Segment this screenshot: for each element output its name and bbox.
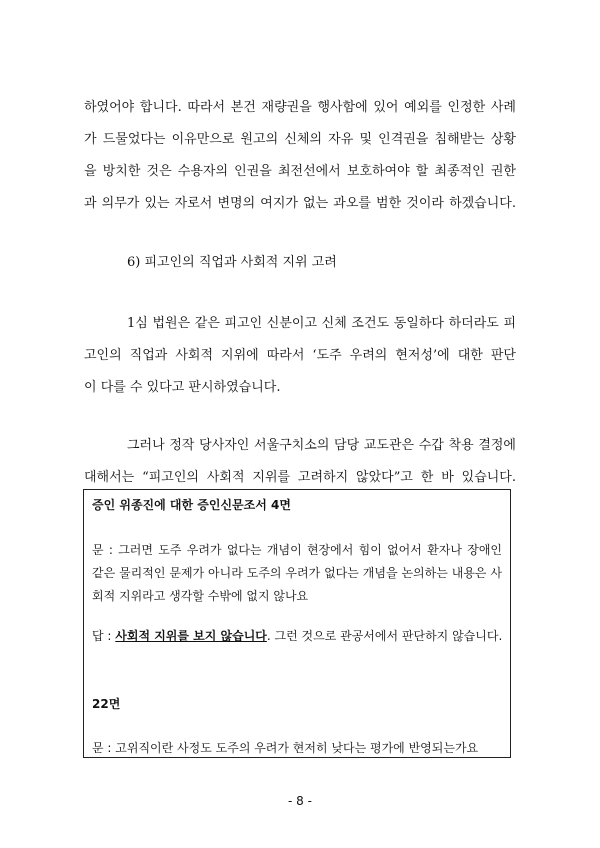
paragraph-1-line-3: 을 방치한 것은 수용자의 인권을 최전선에서 보호하여야 할 최종적인 권한 bbox=[84, 164, 516, 179]
paragraph-2-line-3: 이 다를 수 있다고 판시하였습니다. bbox=[84, 380, 281, 395]
page-number: - 8 - bbox=[288, 794, 312, 808]
answer-1 bbox=[92, 627, 502, 644]
section-heading: 6) 피고인의 직업과 사회적 지위 고려 bbox=[127, 255, 337, 270]
page-reference: 22면 bbox=[92, 697, 121, 711]
question-1-line-3: 회적 지위라고 생각할 수밖에 없지 않나요 bbox=[92, 589, 309, 603]
question-1-line-1: 문 : 그러면 도주 우려가 없다는 개념이 현장에서 힘이 없어서 환자나 장애인 bbox=[92, 543, 502, 557]
testimony-box bbox=[83, 489, 511, 758]
paragraph-1-line-4: 과 의무가 있는 자로서 변명의 여지가 없는 과오를 범한 것이라 하겠습니다. bbox=[84, 196, 516, 211]
answer-1-emphasis: 사회적 지위를 보지 않습니다 bbox=[115, 629, 267, 643]
answer-1-prefix: 답 : bbox=[92, 629, 116, 643]
question-1-line-2: 같은 물리적인 문제가 아니라 도주의 우려가 없다는 개념을 논의하는 내용은 사 bbox=[92, 566, 502, 580]
paragraph-3-line-2: 대해서는 “피고인의 사회적 지위를 고려하지 않았다”고 한 바 있습니다. bbox=[84, 470, 516, 485]
testimony-title: 증인 위종진에 대한 증인신문조서 4면 bbox=[92, 498, 291, 512]
paragraph-1-line-2: 가 드물었다는 이유만으로 원고의 신체의 자유 및 인격권을 침해받는 상황 bbox=[84, 132, 516, 147]
paragraph-3-line-1: 그러나 정작 당사자인 서울구치소의 담당 교도관은 수갑 착용 결정에 bbox=[127, 438, 516, 453]
paragraph-1-line-1: 하였어야 합니다. 따라서 본건 재량권을 행사함에 있어 예외를 인정한 사례 bbox=[84, 100, 516, 115]
paragraph-2-line-1: 1심 법원은 같은 피고인 신분이고 신체 조건도 동일하다 하더라도 피 bbox=[127, 316, 516, 331]
question-2: 문 : 고위직이란 사정도 도주의 우려가 현저히 낮다는 평가에 반영되는가요 bbox=[92, 741, 479, 755]
paragraph-2-line-2: 고인의 직업과 사회적 지위에 따라서 ‘도주 우려의 현저성’에 대한 판단 bbox=[84, 348, 516, 363]
answer-1-rest: . 그런 것으로 관공서에서 판단하지 않습니다. bbox=[266, 629, 503, 643]
